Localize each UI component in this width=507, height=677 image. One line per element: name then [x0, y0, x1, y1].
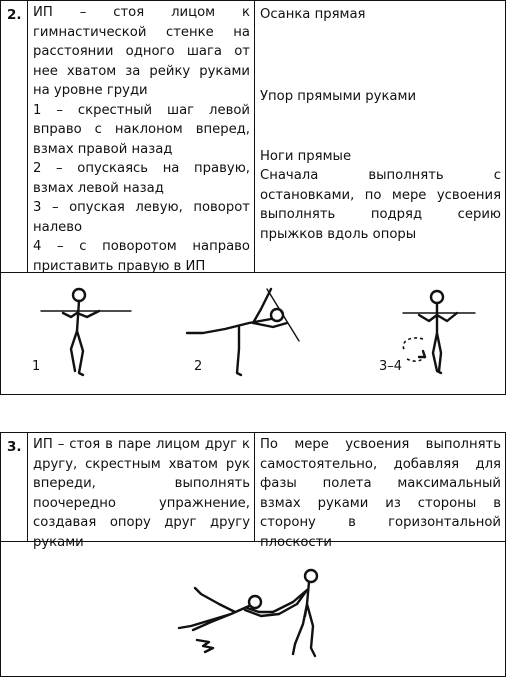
comment-arms: Упор прямыми руками: [260, 89, 417, 104]
exercise-3-comment: По мере усвоения выполнять самостоятельно, добавляя для фазы полета максимальный взмах руками из стороны в сторону в горизонтальной плоскости: [260, 437, 501, 550]
stick-figure-leaning-swing-icon: [183, 283, 313, 383]
stick-figure-turning-icon: [393, 273, 503, 383]
comment-method: Сначала выполнять с остановками, по мере усвоения выполнять подряд серию прыжков вдоль опоры: [260, 168, 501, 242]
exercise-2-step-4: 4 – с поворотом направо приставить правую в ИП: [33, 239, 250, 274]
exercise-2-step-3: 3 – опуская левую, поворот налево: [33, 200, 250, 235]
exercise-3-table: [0, 432, 506, 677]
comment-legs: Ноги прямые: [260, 149, 352, 164]
exercise-2-step-2: 2 – опускаясь на правую, взмах левой назад: [33, 161, 250, 196]
stick-figure-standing-at-bar-icon: [41, 273, 131, 383]
figure-label-2: 2: [194, 359, 203, 374]
exercise-2-step-1: 1 – скрестный шаг левой вправо с наклоном вперед, взмах правой назад: [33, 102, 250, 157]
exercise-3-number: 3.: [7, 439, 22, 455]
exercise-3-text-row: [1, 433, 505, 550]
figure-label-3-4: 3–4: [379, 359, 403, 374]
figure-label-1: 1: [32, 359, 41, 374]
two-stick-figures-pair-support-icon: [175, 564, 335, 664]
exercise-2-figure-row: [1, 273, 505, 394]
exercise-2-step-ip: ИП – стоя лицом к гимнастической стенке на расстоянии одного шага от нее хватом за рейку руками на уровне груди: [33, 5, 250, 98]
exercise-3-figure-row: [1, 542, 505, 676]
comment-posture: Осанка прямая: [260, 7, 366, 22]
exercise-3-description: ИП – стоя в паре лицом друг к другу, скрестным хватом рук впереди, выполнять поочередно упражнение, создавая опору друг другу руками: [33, 437, 250, 550]
exercise-2-number: 2.: [7, 7, 22, 23]
exercise-2-description: [27, 1, 254, 272]
exercise-2-comments: [254, 1, 505, 272]
exercise-2-text-row: [1, 1, 505, 272]
